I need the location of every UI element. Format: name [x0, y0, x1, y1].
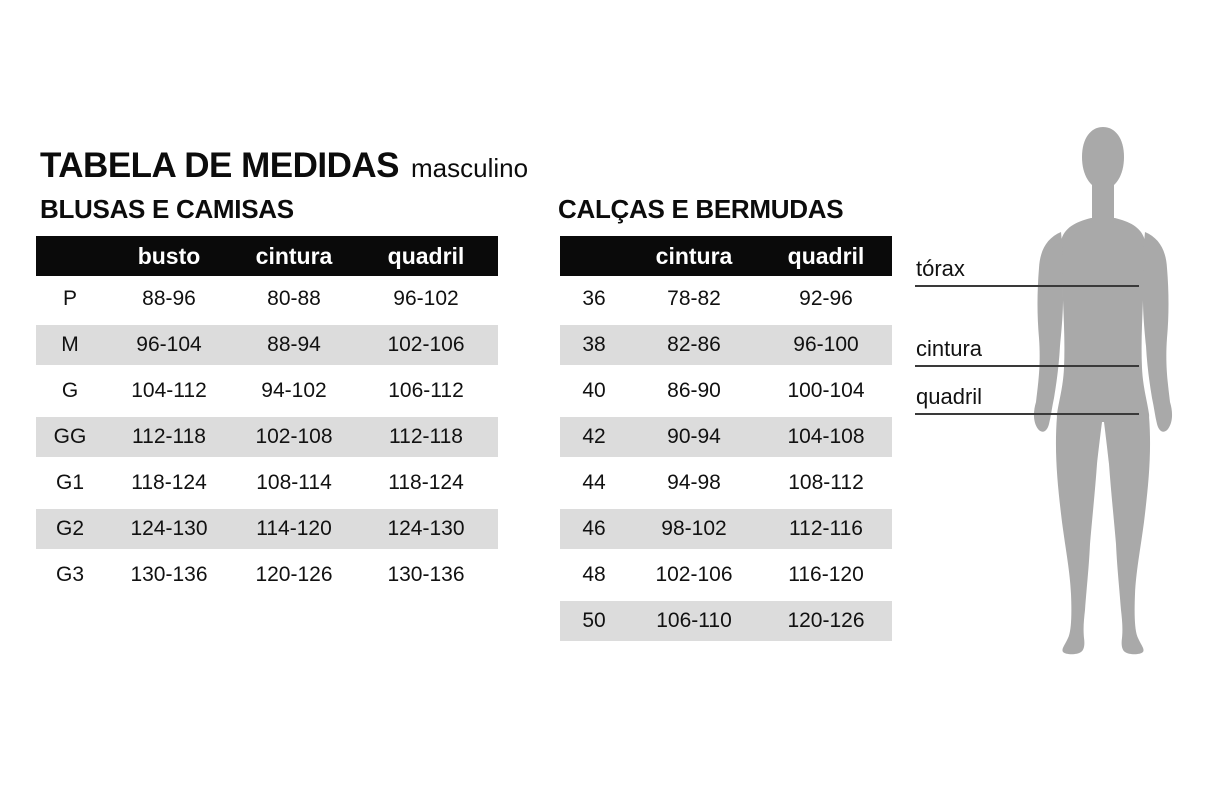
- size-label: P: [62, 287, 77, 310]
- calcas-bermudas-table: [560, 236, 892, 644]
- measure-line-torax: [915, 285, 1139, 287]
- size-label: 48: [582, 563, 606, 586]
- measurement-value: 88-94: [267, 333, 321, 356]
- measure-line-cintura: [915, 365, 1139, 367]
- measurement-value: 94-102: [261, 379, 327, 402]
- silhouette-right-leg: [1104, 416, 1150, 654]
- size-label: 42: [582, 425, 606, 448]
- size-label: 38: [582, 333, 606, 356]
- table-row: [36, 552, 498, 598]
- page-title-block: [40, 146, 528, 186]
- measurement-value: 112-118: [132, 425, 206, 448]
- measurement-value: 96-102: [393, 287, 459, 310]
- table-row: [560, 414, 892, 460]
- table-row: [36, 460, 498, 506]
- measurement-value: 116-120: [788, 563, 864, 586]
- section-title-blusas: BLUSAS E CAMISAS: [40, 194, 294, 224]
- measurement-value: 102-108: [255, 425, 333, 448]
- measurement-value: 120-126: [255, 563, 333, 586]
- measurement-value: 118-124: [388, 471, 464, 494]
- column-header-cintura: cintura: [655, 242, 733, 269]
- table-row: [560, 552, 892, 598]
- size-label: GG: [53, 425, 87, 448]
- measurement-value: 130-136: [387, 563, 465, 586]
- measure-label-quadril: quadril: [916, 384, 983, 409]
- measurement-value: 124-130: [130, 517, 208, 540]
- size-label: G3: [55, 563, 84, 586]
- measurement-value: 102-106: [387, 333, 465, 356]
- column-header-busto: busto: [137, 242, 201, 269]
- table-header-row: [36, 236, 498, 276]
- silhouette-left-leg: [1056, 416, 1102, 654]
- measurement-value: 112-118: [389, 425, 463, 448]
- measurement-value: 96-104: [136, 333, 202, 356]
- measurement-value: 102-106: [655, 563, 733, 586]
- size-label: M: [61, 333, 79, 356]
- measure-label-torax: tórax: [916, 256, 965, 281]
- measurement-value: 118-124: [131, 471, 207, 494]
- measurement-value: 98-102: [661, 517, 727, 540]
- size-label: G2: [55, 517, 84, 540]
- measurement-value: 88-96: [142, 287, 196, 310]
- silhouette-neck: [1092, 172, 1114, 222]
- table-row: [560, 598, 892, 644]
- measurement-value: 106-112: [388, 379, 464, 402]
- silhouette-left-arm: [1034, 232, 1063, 432]
- section-title-calcas: CALÇAS E BERMUDAS: [558, 194, 844, 224]
- measurement-value: 108-114: [256, 471, 332, 494]
- size-label: 50: [582, 609, 606, 632]
- measurement-value: 96-100: [793, 333, 859, 356]
- measurement-value: 130-136: [130, 563, 208, 586]
- measurement-value: 114-120: [256, 517, 332, 540]
- column-header-quadril: quadril: [387, 242, 465, 269]
- measurement-value: 100-104: [787, 379, 865, 402]
- table-row: [36, 506, 498, 552]
- measurement-value: 120-126: [787, 609, 865, 632]
- measurement-value: 124-130: [387, 517, 465, 540]
- table-row: [560, 506, 892, 552]
- table-row: [36, 322, 498, 368]
- measure-line-quadril: [915, 413, 1139, 415]
- size-label: 44: [582, 471, 606, 494]
- measurement-value: 92-96: [799, 287, 853, 310]
- size-label: 40: [582, 379, 606, 402]
- size-label: 36: [582, 287, 606, 310]
- column-header-empty: [560, 236, 628, 276]
- table-row: [560, 322, 892, 368]
- measure-label-cintura: cintura: [916, 336, 983, 361]
- silhouette-right-arm: [1143, 232, 1172, 432]
- silhouette-torso: [1057, 218, 1149, 422]
- table-header-row: [560, 236, 892, 276]
- measurement-value: 82-86: [667, 333, 721, 356]
- measurement-value: 90-94: [667, 425, 721, 448]
- male-body-silhouette: [1015, 124, 1190, 656]
- size-label: G1: [55, 471, 84, 494]
- size-label: G: [61, 379, 79, 402]
- measurement-value: 78-82: [667, 287, 721, 310]
- measurement-value: 106-110: [656, 609, 732, 632]
- measurement-value: 86-90: [667, 379, 721, 402]
- measurement-value: 112-116: [789, 517, 863, 540]
- column-header-empty: [36, 236, 104, 276]
- measurement-value: 104-108: [787, 425, 865, 448]
- table-row: [36, 368, 498, 414]
- table-row: [560, 368, 892, 414]
- column-header-quadril: quadril: [787, 242, 865, 269]
- measurement-value: 104-112: [131, 379, 207, 402]
- size-label: 46: [582, 517, 606, 540]
- measurement-value: 108-112: [788, 471, 864, 494]
- blusas-camisas-table: [36, 236, 498, 598]
- page-subtitle: masculino: [411, 153, 529, 183]
- measurement-value: 80-88: [267, 287, 321, 310]
- column-header-cintura: cintura: [255, 242, 333, 269]
- table-row: [36, 276, 498, 322]
- measurement-value: 94-98: [667, 471, 721, 494]
- table-row: [560, 460, 892, 506]
- page-title: TABELA DE MEDIDAS: [40, 146, 399, 185]
- table-row: [560, 276, 892, 322]
- table-row: [36, 414, 498, 460]
